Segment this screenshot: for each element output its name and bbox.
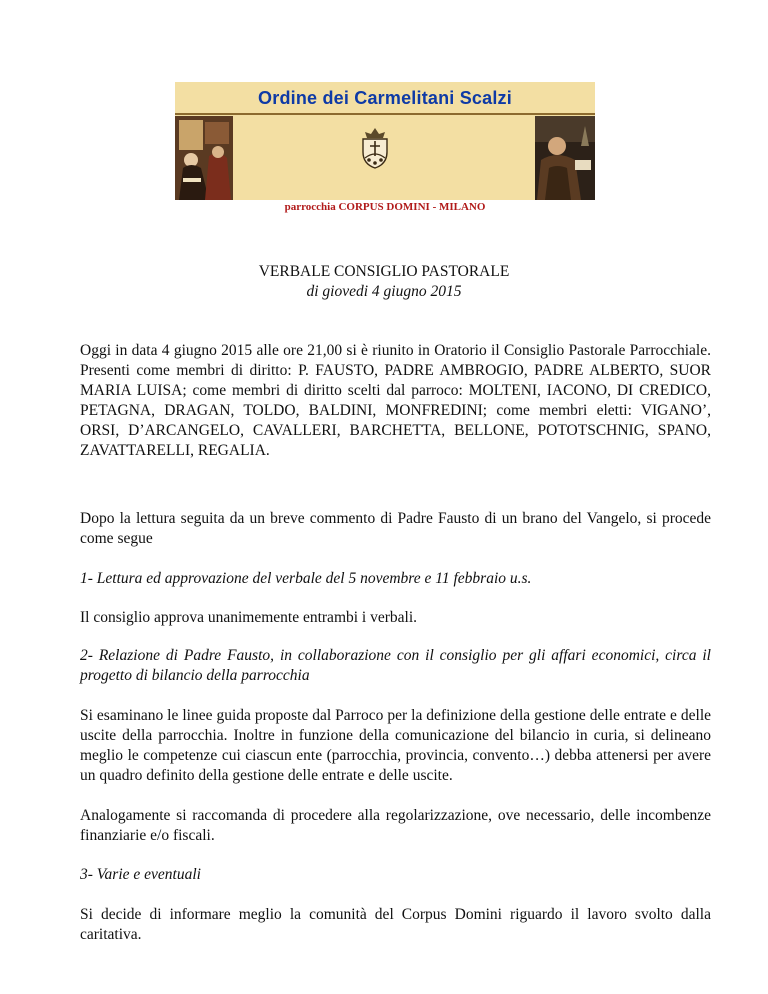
agenda-item-2-text-1: Si esaminano le linee guida proposte dal Parroco per la definizione della gestione delle entrate e delle uscite della parrocchia. Inoltre in funzione della comunicazione del bilancio in curia, si delineano meglio le competenze cui ciascun ente (parrocchia, provincia, convento…) debba attenersi per avere un quadro definito della gestione delle entrate e delle uscite. (80, 707, 711, 784)
document-title: VERBALE CONSIGLIO PASTORALE (258, 263, 510, 280)
header-banner (175, 82, 595, 200)
agenda-item-1-text: Il consiglio approva unanimemente entrambi i verbali. (80, 609, 418, 626)
agenda-item-3-text: Si decide di informare meglio la comunità del Corpus Domini riguardo il lavoro svolto dalla caritativa. (80, 906, 711, 943)
agenda-item-3-heading: 3- Varie e eventuali (80, 866, 201, 883)
banner-divider (175, 113, 595, 115)
carmelite-crest-icon (358, 126, 392, 170)
attendance-paragraph: Oggi in data 4 giugno 2015 alle ore 21,00 si è riunito in Oratorio il Consiglio Pastorale Parrocchiale. Presenti come membri di diritto: P. FAUSTO, PADRE AMBROGIO, PADRE ALBERTO, SUOR MARIA LUISA; come membri di diritto scelti dal parroco: MOLTENI, IACONO, DI CREDICO, PETAGNA, DRAGAN, TOLDO, BALDINI, MONFREDINI; come membri eletti: VIGANO’, ORSI, D’ARCANGELO, CAVALLERI, BARCHETTA, BELLONE, POTOTSCHNIG, SPANO, ZAVATTARELLI, REGALIA. (80, 342, 711, 459)
banner-title: Ordine dei Carmelitani Scalzi (258, 88, 512, 108)
agenda-item-2-text-2: Analogamente si raccomanda di procedere alla regolarizzazione, ove necessario, delle incombenze finanziarie e/o fiscali. (80, 807, 711, 844)
opening-paragraph: Dopo la lettura seguita da un breve commento di Padre Fausto di un brano del Vangelo, si procede come segue (80, 510, 711, 547)
saint-painting-right-image (535, 116, 595, 200)
parish-name: parrocchia CORPUS DOMINI - MILANO (284, 201, 486, 213)
document-subtitle: di giovedi 4 giugno 2015 (306, 283, 462, 300)
agenda-item-2-heading: 2- Relazione di Padre Fausto, in collaborazione con il consiglio per gli affari economici, circa il progetto di bilancio della parrocchia (80, 647, 711, 684)
saint-painting-left-image (175, 116, 233, 200)
agenda-item-1-heading: 1- Lettura ed approvazione del verbale del 5 novembre e 11 febbraio u.s. (80, 570, 532, 587)
